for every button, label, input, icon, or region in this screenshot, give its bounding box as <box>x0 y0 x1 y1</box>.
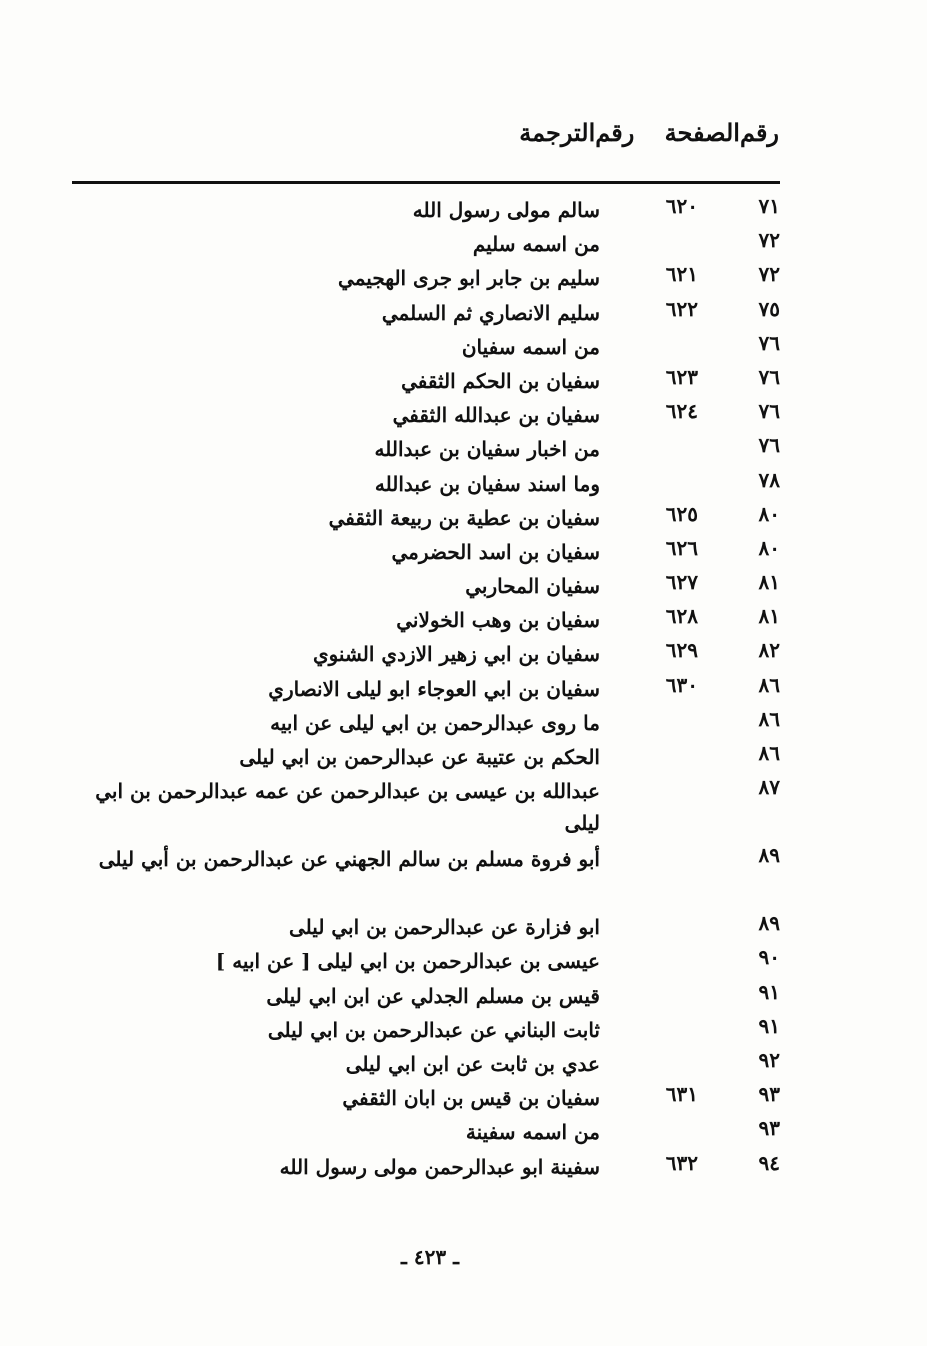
entry-name: سالم مولى رسول الله <box>412 198 600 222</box>
entry-tarjama-number: ٦٢٠ <box>665 194 698 218</box>
entry-name: قيس بن مسلم الجدلي عن ابن ابي ليلى <box>266 983 600 1008</box>
entry-name: سفيان بن ابي زهير الازدي الشنوي <box>312 642 600 667</box>
index-entry <box>70 327 790 361</box>
entry-name: سفيان بن عبدالله الثقفي <box>392 403 600 428</box>
entry-tarjama-number: ٦٣٠ <box>665 672 698 697</box>
entry-name: سفيان بن الحكم الثقفي <box>401 368 600 393</box>
entry-name: الحكم بن عتيبة عن عبدالرحمن بن ابي ليلى <box>239 745 600 769</box>
index-entry <box>70 1044 790 1078</box>
entry-name: أبو فروة مسلم بن سالم الجهني عن عبدالرحمن بن أبي ليلى <box>98 847 600 872</box>
index-entry <box>70 600 790 634</box>
entry-name: سليم بن جابر ابو جرى الهجيمي <box>338 266 600 291</box>
column-headers <box>497 118 779 147</box>
page-number-footer: ـ ٤٢٣ ـ <box>401 1245 459 1269</box>
entry-page-number: ٧٥ <box>758 296 780 321</box>
index-entry <box>70 703 790 737</box>
entry-tarjama-number: ٦٢٨ <box>665 604 698 629</box>
entry-page-number: ٧٦ <box>758 433 780 458</box>
entry-name: سفيان بن اسد الحضرمي <box>391 539 600 564</box>
entry-page-number: ٨٠ <box>758 501 780 526</box>
index-entry <box>70 293 790 327</box>
index-entry <box>70 1010 790 1044</box>
entry-page-number: ٧٨ <box>758 467 780 492</box>
entry-name: عيسى بن عبدالرحمن بن ابي ليلى [ عن ابيه ] <box>215 949 600 974</box>
entry-page-number: ٨٦ <box>758 741 780 765</box>
entry-page-number: ٧٦ <box>758 330 780 355</box>
entry-page-number: ٧١ <box>758 194 780 218</box>
entry-name: ثابت البناني عن عبدالرحمن بن ابي ليلى <box>267 1017 600 1042</box>
entry-page-number: ٨٦ <box>758 672 780 697</box>
entry-name: عدي بن ثابت عن ابن ابي ليلى <box>345 1051 600 1076</box>
index-list <box>70 190 790 1181</box>
index-entry <box>70 361 790 395</box>
entry-name: ابو فزارة عن عبدالرحمن بن ابي ليلى <box>289 915 600 940</box>
entry-tarjama-number: ٦٢٣ <box>665 364 698 389</box>
entry-page-number: ٧٢ <box>758 228 780 253</box>
entry-page-number: ٩٣ <box>758 1116 780 1141</box>
index-entry <box>70 941 790 975</box>
entry-name: من اسمه سفينة <box>465 1120 600 1145</box>
entry-page-number: ٨١ <box>758 604 780 629</box>
index-entry <box>70 395 790 429</box>
entry-tarjama-number: ٦٣٢ <box>665 1150 698 1175</box>
entry-name: من اسمه سفيان <box>461 334 600 359</box>
index-entry <box>70 429 790 463</box>
index-entry <box>70 976 790 1010</box>
entry-name: سفيان المحاربي <box>465 574 600 599</box>
entry-page-number: ٩٠ <box>758 945 780 970</box>
index-entry <box>70 907 790 941</box>
entry-name: سفيان بن قيس بن ابان الثقفي <box>342 1086 600 1111</box>
entry-name: ما روى عبدالرحمن بن ابي ليلى عن ابيه <box>270 710 600 735</box>
entry-page-number: ٧٢ <box>758 262 780 287</box>
header-divider <box>72 181 780 184</box>
entry-name: عبدالله بن عيسى بن عبدالرحمن عن عمه عبدالرحمن بن ابي ليلى <box>95 779 600 836</box>
entry-tarjama-number: ٦٣١ <box>665 1082 698 1107</box>
entry-tarjama-number: ٦٢٦ <box>665 535 698 560</box>
entry-name: سفيان بن ابي العوجاء ابو ليلى الانصاري <box>268 676 600 701</box>
entry-page-number: ٨٩ <box>758 911 780 936</box>
header-tarjama-number: رقم‌الترجمة <box>519 118 635 147</box>
entry-page-number: ٨٢ <box>758 638 780 663</box>
entry-name: سليم الانصاري ثم السلمي <box>381 300 600 325</box>
entry-page-number: ٨١ <box>758 570 780 595</box>
entry-tarjama-number: ٦٢٢ <box>665 296 698 321</box>
entry-page-number: ٩٤ <box>758 1150 780 1175</box>
index-entry <box>70 1112 790 1146</box>
entry-name: من اخبار سفيان بن عبدالله <box>374 437 600 462</box>
entry-name: سفينة ابو عبدالرحمن مولى رسول الله <box>279 1154 600 1179</box>
index-entry <box>70 634 790 668</box>
index-entry <box>70 532 790 566</box>
index-entry <box>70 669 790 703</box>
entry-name: سفيان بن عطية بن ربيعة الثقفي <box>328 505 600 530</box>
index-entry <box>70 1147 790 1181</box>
entry-tarjama-number: ٦٢٩ <box>665 638 698 663</box>
index-entry <box>70 839 790 907</box>
entry-tarjama-number: ٦٢٥ <box>665 501 698 526</box>
index-entry <box>70 464 790 498</box>
entry-page-number: ٩٣ <box>758 1082 780 1107</box>
entry-page-number: ٩١ <box>758 979 780 1004</box>
index-entry <box>70 498 790 532</box>
entry-tarjama-number: ٦٢٧ <box>665 570 698 595</box>
entry-page-number: ٩٢ <box>758 1047 780 1072</box>
entry-page-number: ٨٩ <box>758 843 780 868</box>
entry-page-number: ٨٧ <box>758 775 780 800</box>
entry-page-number: ٨٦ <box>758 706 780 731</box>
index-entry <box>70 190 790 224</box>
index-entry <box>70 1078 790 1112</box>
index-entry <box>70 258 790 292</box>
entry-page-number: ٨٠ <box>758 535 780 560</box>
index-entry <box>70 737 790 771</box>
entry-page-number: ٩١ <box>758 1013 780 1038</box>
index-entry <box>70 566 790 600</box>
entry-name: من اسمه سليم <box>472 232 600 257</box>
entry-tarjama-number: ٦٢١ <box>665 262 698 287</box>
index-entry <box>70 771 790 839</box>
entry-name: وما اسند سفيان بن عبدالله <box>374 471 600 496</box>
index-entry <box>70 224 790 258</box>
entry-page-number: ٧٦ <box>758 364 780 389</box>
entry-name: سفيان بن وهب الخولاني <box>396 608 600 633</box>
entry-page-number: ٧٦ <box>758 399 780 424</box>
header-page-number: رقم‌الصفحة <box>664 118 779 147</box>
entry-tarjama-number: ٦٢٤ <box>665 399 698 424</box>
